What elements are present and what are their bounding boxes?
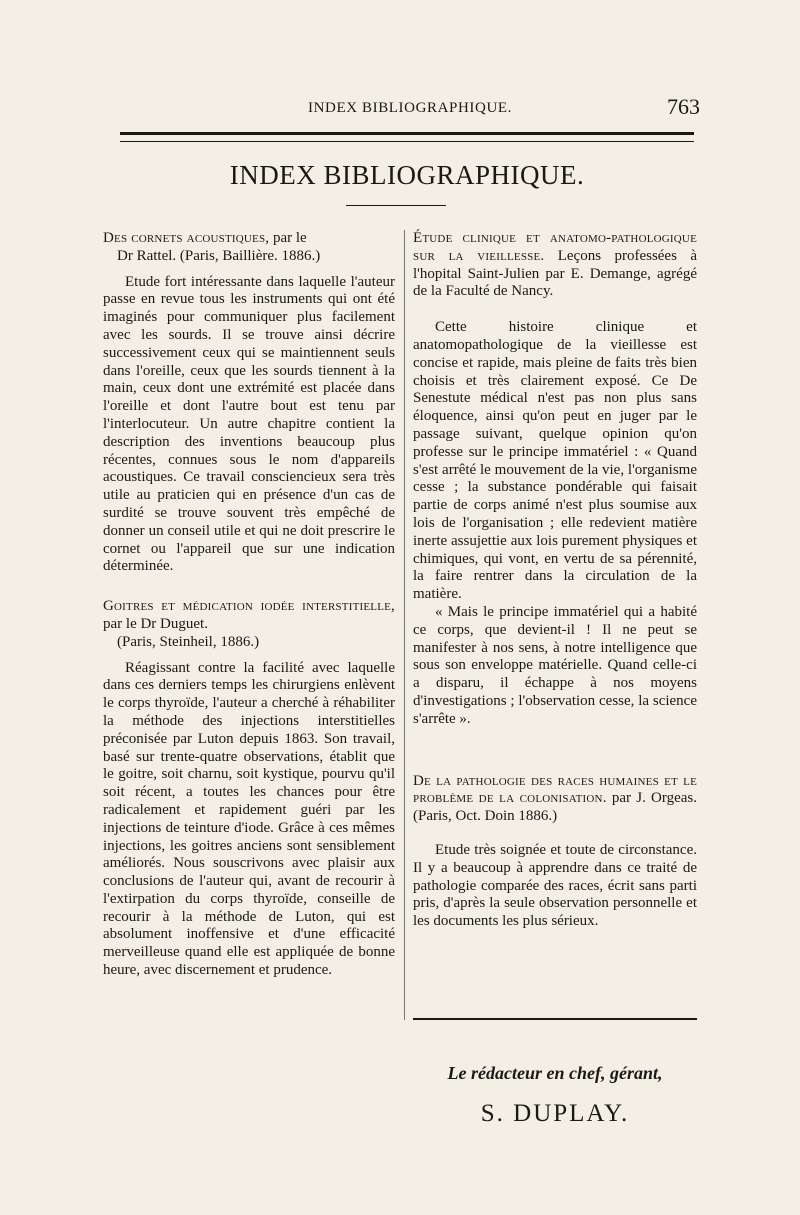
entry-review — [413, 319, 697, 728]
page-number: 763 — [667, 94, 700, 119]
header-rule-thin — [120, 141, 694, 142]
page-title: INDEX BIBLIOGRAPHIQUE. — [229, 160, 585, 190]
header-rule-thick — [120, 132, 694, 135]
entry-heading — [103, 230, 395, 266]
signature-name: S. DUPLAY. — [480, 1100, 630, 1127]
review-paragraph: Réagissant contre la facilité avec laquelle dans ces derniers temps les chirurgiens enlèvent le corps thyroïde, l'auteur a cherché à réhabiliter la méthode des injections interstitielles préconisée par Luton depuis 1863. Son travail, basé sur trente-quatre observations, établit que le goitre, soit charnu, soit kystique, pourvu qu'il soit récent, a toutes les chances pour être radicalement et rapidement guéri par les injections de teinture d'iode. Grâce à ces mêmes injections, les goitres anciens sont sensiblement améliorés. Nous souscrivons avec plaisir aux conclusions de l'auteur qui, avant de recourir à l'extirpation du corps thyroïde, conseille de recourir à la méthode de Luton, qui est absolument inoffensive et d'une efficacité merveilleuse quand elle est appliquée de bonne heure, avec discernement et prudence. — [103, 659, 395, 979]
left-column — [103, 230, 395, 1002]
entry-citation: par le Dr Duguet. — [103, 615, 208, 632]
bibliography-entry — [103, 230, 395, 576]
entry-heading — [413, 773, 697, 826]
entry-citation-continued: Dr Rattel. (Paris, Baillière. 1886.) — [117, 247, 321, 264]
entry-citation: par J. Orgeas. (Paris, Oct. Doin 1886.) — [413, 790, 697, 825]
review-paragraph: Cette histoire clinique et anatomopathologique de la vieillesse est concise et rapide, mais pleine de faits très bien choisis et très clairement exposé. Ce De Senestute médical n'est pas non plus sans éloquence, ainsi qu'on peut en juger par le passage suivant, quelque opinion qu'on professe sur le principe immatériel : « Quand s'est arrêté le mouvement de la vie, l'organisme cesse ; la substance pondérable qui faisait partie de corps animé n'est plus soumise aux lois de l'organisation ; elle redevient matière inerte assujettie aux lois purement physiques et chimiques, qui vont, en vertu de sa pérennité, la faire rentrer dans la circulation de la matière. — [413, 319, 697, 603]
running-header — [120, 94, 700, 126]
entry-title: Goitres et médication iodée interstitielle, — [103, 598, 395, 615]
review-paragraph: Etude fort intéressante dans laquelle l'auteur passe en revue tous les instruments qui ont été imaginés pour communiquer plus facilement avec les sourds. Il se trouve ainsi décrire successivement ceux qui se maintiennent seuls dans l'oreille, ceux que les sourds tiennent à la main, ceux dont une extrémité est placée dans l'oreille et dont l'autre bout est tenu par l'interlocuteur. Un autre chapitre contient la description des inventions beaucoup plus récentes, connues sous le nom d'appareils acoustiques. Ce travail consciencieux sera très utile au praticien qui en présence d'un cas de surdité se trouve souvent très empêché de donner un conseil utile et qui ne doit prescrire le cornet ou l'appareil que sur une indication déterminée. — [103, 273, 395, 575]
review-paragraph: Etude très soignée et toute de circonstance. Il y a beaucoup à apprendre dans ce traité de pathologie comparée des races, écrit sans parti pris, d'après la seule observation personnelle et les documents les plus sérieux. — [413, 841, 697, 930]
bibliography-entry — [413, 773, 697, 931]
entry-heading — [103, 598, 395, 651]
title-rule — [346, 205, 446, 206]
entry-review — [103, 274, 395, 577]
review-paragraph: « Mais le principe immatériel qui a habité ce corps, que devient-il ! Il ne peut se manifester à nos sens, à notre intelligence que sous son enveloppe matérielle. Quand celle-ci a disparu, il échappe à nos moyens d'investigations ; l'observation cesse, la science s'arrête ». — [413, 603, 697, 727]
entry-title: Étude clinique et anatomo-pathologique sur la vieillesse. — [413, 230, 697, 264]
right-column — [413, 230, 697, 953]
column-divider — [404, 230, 405, 1020]
bibliography-entry — [103, 598, 395, 980]
entry-heading — [413, 230, 697, 301]
signature-role: Le rédacteur en chef, gérant, — [447, 1063, 663, 1083]
entry-citation: Leçons professées à l'hopital Saint-Julien par E. Demange, agrégé de la Faculté de Nancy. — [413, 247, 697, 300]
entry-citation-continued: (Paris, Steinheil, 1886.) — [117, 633, 260, 650]
entry-title: De la pathologie des races humaines et le problème de la colonisation. — [413, 772, 697, 807]
entry-review — [413, 842, 697, 931]
closing-rule — [413, 1018, 697, 1020]
entry-review — [103, 660, 395, 980]
entry-title: Des cornets acoustiques, — [103, 230, 270, 246]
entry-citation: par le — [269, 230, 307, 246]
bibliography-entry — [413, 230, 697, 729]
running-title: INDEX BIBLIOGRAPHIQUE. — [307, 100, 513, 116]
